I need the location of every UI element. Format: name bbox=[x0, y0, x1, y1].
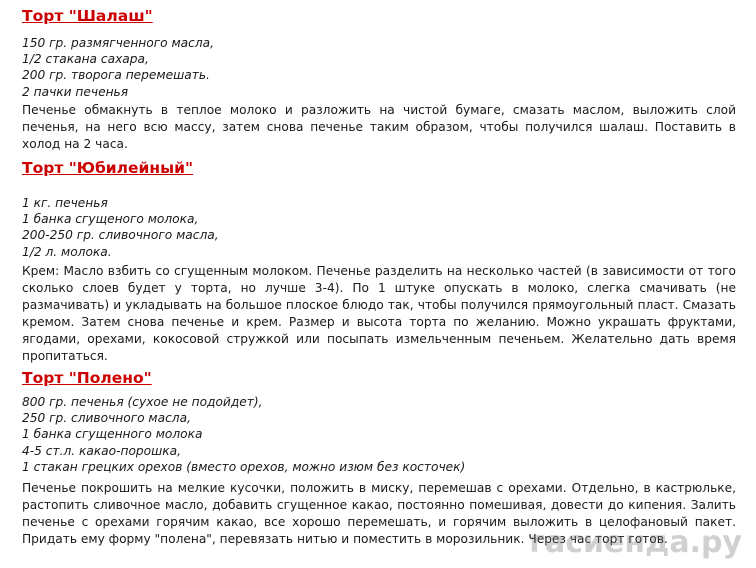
site-watermark: гасиенда.ру bbox=[529, 525, 742, 560]
recipe-title-shalash[interactable]: Торт "Шалаш" bbox=[22, 7, 153, 25]
ingredient-item: 250 гр. сливочного масла, bbox=[22, 411, 191, 426]
recipe-title-yubileyny[interactable]: Торт "Юбилейный" bbox=[22, 159, 194, 177]
ingredient-item: 2 пачки печенья bbox=[22, 84, 129, 99]
ingredient-item: 200 гр. творога перемешать. bbox=[22, 68, 210, 83]
ingredient-item: 200-250 гр. сливочного масла, bbox=[22, 228, 219, 243]
ingredient-item: 150 гр. размягченного масла, bbox=[22, 36, 214, 50]
ingredient-item: 1 стакан грецких орехов (вместо орехов, можно изюм без косточек) bbox=[22, 459, 466, 474]
ingredients-list-shalash bbox=[22, 35, 214, 100]
ingredient-item: 1 банка сгущеного молока, bbox=[22, 212, 199, 227]
ingredient-item: 4-5 ст.л. какао-порошка, bbox=[22, 443, 181, 458]
ingredient-item: 1/2 стакана сахара, bbox=[22, 52, 149, 67]
recipe-title-poleno[interactable]: Торт "Полено" bbox=[22, 369, 152, 387]
instructions-yubileyny: Крем: Масло взбить со сгущенным молоком. Печенье разделить на несколько частей (в зависимости от того сколько слоев будет у торта, но лучше 3-4). По 1 штуке опускать в молоко, слегка смачивать (не размачивать) и укладывать на большое плоское блюдо так, чтобы получился прямоугольный пласт. Смазать кремом. Затем снова печенье и крем. Размер и высота торта по желанию. Можно украшать фруктами, ягодами, орехами, кокосовой стружкой или посыпать измельченным печеньем. Желательно дать время пропитаться. bbox=[22, 264, 736, 363]
ingredient-item: 1 кг. печенья bbox=[22, 196, 108, 210]
ingredient-item: 1/2 л. молока. bbox=[22, 244, 112, 259]
ingredient-item: 800 гр. печенья (сухое не подойдет), bbox=[22, 395, 263, 409]
instructions-shalash: Печенье обмакнуть в теплое молоко и разложить на чистой бумаге, смазать маслом, выложить слой печенья, на него всю массу, затем снова печенье таким образом, чтобы получился шалаш. Поставить в холод на 2 часа. bbox=[22, 103, 736, 151]
ingredient-item: 1 банка сгущенного молока bbox=[22, 427, 203, 442]
instructions-poleno: Печенье покрошить на мелкие кусочки, положить в миску, перемешав с орехами. Отдельно, в кастрюльке, растопить сливочное масло, добавить сгущенное какао, постоянно помешивая, довести до кипения. Залить печенье с орехами горячим какао, все хорошо перемешать, и горячим выложить в целофановый пакет. Придать ему форму "полена", перевязать нитью и поместить в морозильник. Через час торт готов. bbox=[22, 481, 736, 546]
ingredients-list-poleno bbox=[22, 394, 465, 475]
ingredients-list-yubileyny bbox=[22, 195, 219, 260]
